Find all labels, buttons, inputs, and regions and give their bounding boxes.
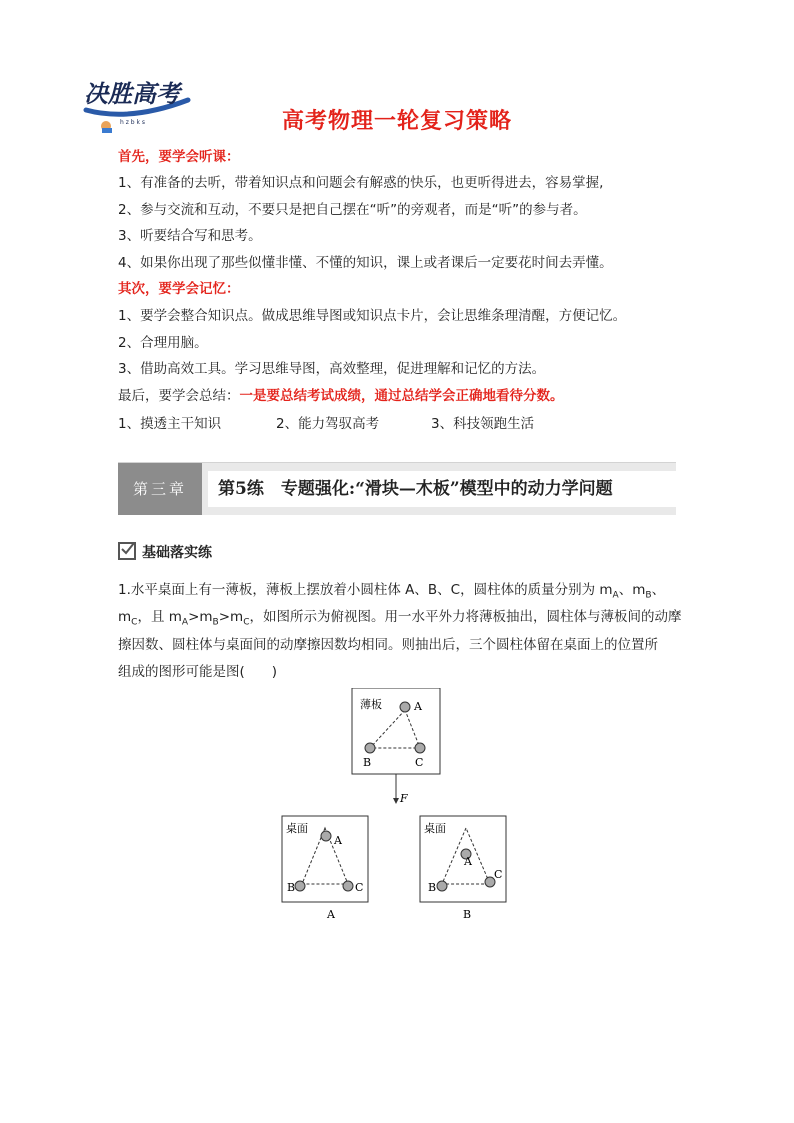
board-label: 薄板	[360, 698, 382, 711]
question-line	[118, 578, 665, 601]
cylinder-b	[365, 743, 375, 753]
label-a: A	[414, 700, 422, 713]
section3-item: 3、科技领跑生活	[431, 416, 535, 432]
label-c: C	[494, 868, 503, 881]
svg-text:决胜高考: 决胜高考	[84, 79, 180, 108]
section1-item: 4、如果你出现了那些似懂非懂、不懂的知识，课上或者课后一定要花时间去弄懂。	[118, 255, 613, 271]
cylinder-b	[295, 881, 305, 891]
subscript: A	[612, 590, 619, 601]
question-text: >	[188, 609, 200, 625]
option-a-label: A	[327, 908, 335, 921]
section1-item: 1、有准备的去听，带着知识点和问题会有解惑的快乐，也更听得进去，容易掌握,	[118, 175, 604, 191]
question-line: 组成的图形可能是图( )	[118, 664, 278, 680]
force-label: F	[400, 792, 408, 805]
question-text: m	[118, 609, 132, 625]
desk-label: 桌面	[286, 822, 308, 835]
section2-item: 2、合理用脑。	[118, 335, 208, 351]
question-text: 、m	[618, 582, 646, 598]
label-a: A	[334, 834, 342, 847]
section1-item: 3、听要结合写和思考。	[118, 228, 262, 244]
label-a: A	[464, 855, 472, 868]
section2-item: 1、要学会整合知识点。做成思维导图或知识点卡片，会让思维条理清醒，方便记忆。	[118, 308, 627, 324]
cylinder-a	[400, 702, 410, 712]
cylinder-c	[343, 881, 353, 891]
subscript: B	[212, 617, 219, 628]
subscript: B	[645, 590, 652, 601]
svg-text:h z b k s: h z b k s	[120, 119, 145, 126]
practice-heading	[118, 542, 212, 562]
subscript: A	[181, 617, 189, 628]
subscript: C	[131, 617, 138, 628]
label-b: B	[287, 881, 296, 894]
question-line: $m_C$，且 $m_A>m_B>m_C$，如图所示为俯视图。用一水平外力将薄板抽出，圆柱体与薄板间的动摩	[118, 609, 682, 628]
question-text: ，且 m	[137, 609, 182, 625]
section3-emphasis: 一是要总结考试成绩，通过总结学会正确地看待分数。	[239, 388, 564, 404]
question-line: 擦因数、圆柱体与桌面间的动摩擦因数均相同。则抽出后，三个圆柱体留在桌面上的位置所	[118, 637, 658, 653]
question-text: 1.水平桌面上有一薄板，薄板上摆放着小圆柱体 A、B、C，圆柱体的质量分别为 m	[118, 582, 613, 598]
question-figure	[270, 688, 530, 928]
page-title: 高考物理一轮复习策略	[281, 109, 512, 134]
desk-label: 桌面	[424, 822, 446, 835]
chapter-banner	[118, 462, 676, 515]
chapter-title: 第5练 专题强化:“滑块—木板”模型中的动力学问题	[208, 471, 676, 507]
section2-item: 3、借助高效工具。学习思维导图，高效整理，促进理解和记忆的方法。	[118, 361, 546, 377]
cylinder-b	[437, 881, 447, 891]
section3-item: 1、摸透主干知识	[118, 416, 222, 432]
checkbox-icon	[118, 542, 136, 560]
section1-heading: 首先，要学会听课：	[118, 149, 240, 165]
question-text: 、	[651, 582, 666, 598]
label-c: C	[415, 756, 424, 769]
practice-heading-text: 基础落实练	[142, 545, 212, 561]
cylinder-c	[415, 743, 425, 753]
chapter-tag: 第三章	[118, 463, 202, 515]
section3-prefix: 最后，要学会总结：	[118, 388, 240, 404]
section3-line	[118, 384, 564, 404]
label-c: C	[355, 881, 364, 894]
label-b: B	[428, 881, 437, 894]
cylinder-a	[321, 831, 331, 841]
section1-item: 2、参与交流和互动，不要只是把自己摆在“听”的旁观者，而是“听”的参与者。	[118, 202, 587, 218]
question-text: ，如图所示为俯视图。用一水平外力将薄板抽出，圆柱体与薄板间的动摩	[249, 609, 682, 625]
question-text: >	[218, 609, 231, 625]
label-b: B	[363, 756, 372, 769]
subscript: C	[243, 617, 250, 628]
arrow-head-icon	[393, 798, 399, 804]
section3-item: 2、能力驾驭高考	[276, 416, 380, 432]
option-b-label: B	[463, 908, 472, 921]
section2-heading: 其次，要学会记忆：	[118, 281, 240, 297]
